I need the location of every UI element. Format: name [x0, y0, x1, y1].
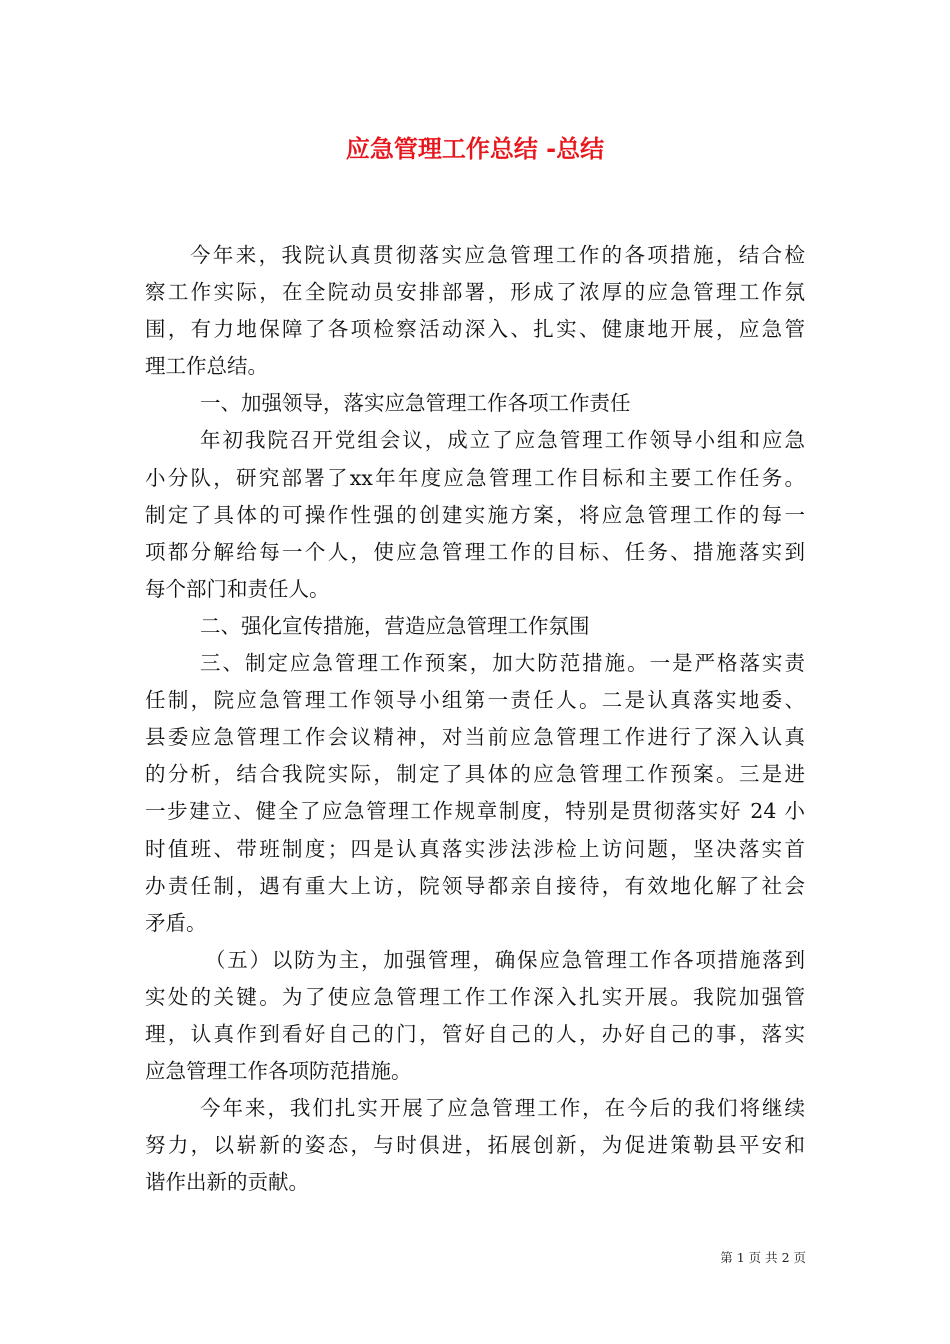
paragraph [145, 942, 805, 1090]
text-line: 矛盾。 [145, 910, 207, 935]
text-line: 项都分解给每一个人，使应急管理工作的目标、任务、措施落实到 [145, 539, 805, 564]
paragraph [145, 422, 805, 607]
text-line: （五）以防为主，加强管理，确保应急管理工作各项措施落到 [205, 947, 805, 972]
text-line: 办责任制，遇有重大上访，院领导都亲自接待，有效地化解了社会 [145, 873, 805, 898]
page-number: 第 1 页 共 2 页 [720, 1250, 806, 1265]
paragraph [145, 1090, 805, 1201]
document-title: 应急管理工作总结 -总结 [345, 135, 605, 163]
text-line: 努力，以崭新的姿态，与时俱进，拓展创新，为促进策勒县平安和 [145, 1133, 805, 1158]
text-line: 理，认真作到看好自己的门，管好自己的人，办好自己的事，落实 [145, 1021, 805, 1046]
text-line: 围，有力地保障了各项检察活动深入、扎实、健康地开展，应急管 [145, 317, 805, 342]
text-line: 二、强化宣传措施，营造应急管理工作氛围 [200, 613, 590, 638]
text-line: 应急管理工作各项防范措施。 [145, 1059, 412, 1084]
text-line: 县委应急管理工作会议精神，对当前应急管理工作进行了深入认真 [145, 725, 805, 750]
text-line: 今年来，我院认真贯彻落实应急管理工作的各项措施，结合检 [190, 243, 805, 267]
text-line: 谐作出新的贡献。 [145, 1170, 309, 1195]
text-line: 实处的关键。为了使应急管理工作工作深入扎实开展。我院加强管 [145, 984, 805, 1009]
text-line: 三、制定应急管理工作预案，加大防范措施。一是严格落实责 [200, 651, 805, 676]
text-line: 小分队，研究部署了xx年年度应急管理工作目标和主要工作任务。 [145, 465, 805, 490]
text-line: 一步建立、健全了应急管理工作规章制度，特别是贯彻落实好 24 小 [145, 799, 805, 824]
text-line: 任制，院应急管理工作领导小组第一责任人。二是认真落实地委、 [145, 688, 805, 713]
text-line: 理工作总结。 [145, 354, 268, 379]
text-line: 年初我院召开党组会议，成立了应急管理工作领导小组和应急 [200, 428, 805, 453]
text-line: 制定了具体的可操作性强的创建实施方案，将应急管理工作的每一 [145, 502, 805, 527]
paragraph [145, 645, 805, 942]
text-line: 察工作实际，在全院动员安排部署，形成了浓厚的应急管理工作氛 [145, 280, 805, 305]
text-line: 今年来，我们扎实开展了应急管理工作，在今后的我们将继续 [200, 1096, 805, 1121]
paragraph [145, 385, 805, 422]
text-line: 每个部门和责任人。 [145, 576, 330, 601]
text-line: 时值班、带班制度；四是认真落实涉法涉检上访问题，坚决落实首 [145, 836, 805, 861]
paragraph [145, 608, 805, 645]
text-line: 一、加强领导，落实应急管理工作各项工作责任 [200, 391, 631, 416]
document-body [145, 237, 805, 1201]
text-line: 的分析，结合我院实际，制定了具体的应急管理工作预案。三是进 [145, 762, 805, 787]
paragraph [145, 237, 805, 385]
